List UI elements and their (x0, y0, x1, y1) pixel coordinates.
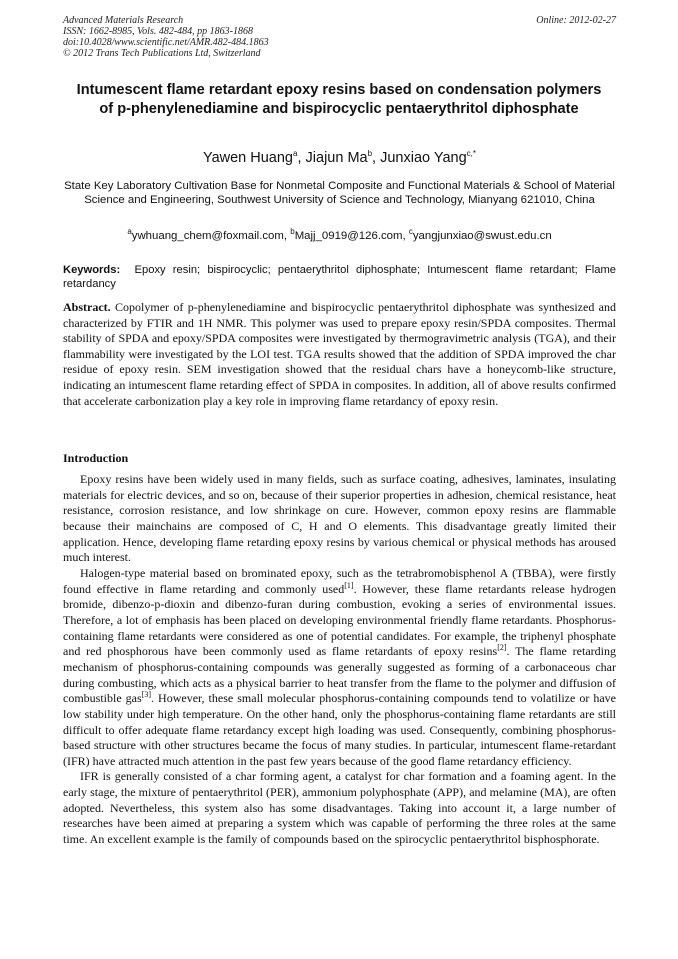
running-header (63, 15, 616, 59)
keywords-label: Keywords: (63, 264, 121, 276)
text-run: . The flame retarding mechanism of phosphorus-containing compounds was generally suggested as forming of a carbonaceous char during combusting, which acts as a physical barrier to heat transfer from the flame to the polymer and diffusion of combustible gas (63, 644, 616, 706)
keywords-text: Epoxy resin; bispirocyclic; pentaerythritol diphosphate; Intumescent flame retardant; Flame retardancy (63, 264, 616, 290)
section-heading-introduction: Introduction (63, 451, 129, 465)
author-name: Junxiao Yang (380, 150, 467, 166)
copyright-line: © 2012 Trans Tech Publications Ltd, Switzerland (63, 48, 261, 59)
doi-line: doi:10.4028/www.scientific.net/AMR.482-484.1863 (63, 37, 269, 48)
author-superscript: c,* (466, 149, 476, 159)
text-run: . However, these flame retardants release hydrogen bromide, dibenzo-p-dioxin and dibenzo-furan during combustion, evoking a series of environmental issues. Therefore, a lot of emphasis has been placed on developing environmental friendly flame retardants. Phosphorus-containing flame retardants were considered as one of potential candidates. For example, the triphenyl phosphate and red phosphorous have been commonly used as flame retardants of epoxy resins (63, 581, 616, 659)
keywords (63, 264, 616, 292)
citation-ref: [1] (344, 580, 354, 590)
email-superscript: c (408, 227, 413, 237)
email-address: yangjunxiao@swust.edu.cn (412, 230, 552, 242)
text-run: . However, these small molecular phosphorus-containing compounds tend to volatilize or have low stability under high temperature. On the other hand, only the phosphorus-containing flame retardants are still difficult to offer adequate flame retardancy except high loading was used. Consequently, combining phosphorus-based structure with other structures became the focus of many studies. In particular, intumescent flame-retardant (IFR) have attracted much attention in the past few years because of the good flame retardancy efficiency. (63, 691, 616, 768)
email-address: ywhuang_chem@foxmail.com (131, 230, 284, 242)
email-list: $^a$ywhuang_chem@foxmail.com, $^b$Majj_0919@126.com, $^c$yangjunxiao@swust.edu.cn (127, 227, 552, 242)
paragraph (63, 566, 616, 770)
email-address: Majj_0919@126.com (294, 230, 403, 242)
author-superscript: a (293, 149, 298, 159)
citation-ref: [3] (141, 690, 152, 700)
author-name: Yawen Huang (202, 150, 294, 166)
journal-name: Advanced Materials Research (63, 15, 184, 26)
introduction-body (63, 472, 616, 848)
email-superscript: a (127, 227, 132, 237)
text-run: Halogen-type material based on brominated epoxy, such as the tetrabromobisphenol A (TBBA), were firstly found effective in flame retarding and commonly used (63, 565, 616, 596)
paragraph: Epoxy resins have been widely used in many fields, such as surface coating, adhesives, laminates, insulating materials for electric devices, and so on, because of their superior properties in adhesion, chemical resistance, heat resistance, corrosion resistance, and low shrinkage on cure. However, common epoxy resins are flammable because their mainchains are composed of C, H and O elements. This disadvantage greatly limited their application. Hence, developing flame retarding epoxy resins by various chemical or physical methods has aroused much interest. (63, 472, 616, 565)
email-superscript: b (290, 227, 295, 237)
online-date: Online: 2012-02-27 (536, 15, 616, 26)
paragraph: IFR is generally consisted of a char forming agent, a catalyst for char formation and a foaming agent. In the early stage, the mixture of pentaerythritol (PER), ammonium polyphosphate (APP), and melamine (MA), are often adopted. Nevertheless, this system also has some disadvantages. Taking into account it, a large number of researches have been aimed at preparing a system which was capable of performing the three roles at the same time. An excellent example is the family of compounds based on the spirocyclic pentaerythritol bisphosphorate. (63, 769, 616, 847)
issn-line: ISSN: 1662-8985, Vols. 482-484, pp 1863-1868 (63, 26, 253, 37)
paper-title: Intumescent flame retardant epoxy resins based on condensation polymers of p-phenylenediamine and bispirocyclic pentaerythritol diphosphate (76, 82, 602, 117)
abstract-label: Abstract. (63, 300, 111, 314)
author-name: Jiajun Ma (305, 150, 368, 166)
author-superscript: b (367, 149, 373, 159)
author-list: Yawen Huang$^a$, Jiajun Ma$^b$, Junxiao Yang$^{c,*}$ (202, 149, 476, 166)
citation-ref: [2] (497, 643, 507, 653)
affiliation: State Key Laboratory Cultivation Base for Nonmetal Composite and Functional Materials & School of Material Science and Engineering, Southwest University of Science and Technology, Mianyang 621010, China (64, 180, 615, 207)
abstract (63, 300, 616, 409)
abstract-text: Copolymer of p-phenylenediamine and bispirocyclic pentaerythritol diphosphate was synthesized and characterized by FTIR and 1H NMR. This polymer was used to prepare epoxy resin/SPDA composites. Thermal stability of SPDA and epoxy/SPDA composites were investigated by thermogravimetric analysis (TGA), and their flammability were investigated by the LOI test. TGA results showed that the addition of SPDA improved the char residue of epoxy resin. SEM investigation showed that the residual chars have a honeycomb-like structure, indicating an intumescent flame retarding effect of SPDA in composites. In addition, all of above results confirmed that accelerate carbonization play a key role in improving flame retardancy of epoxy resin. (63, 300, 617, 408)
